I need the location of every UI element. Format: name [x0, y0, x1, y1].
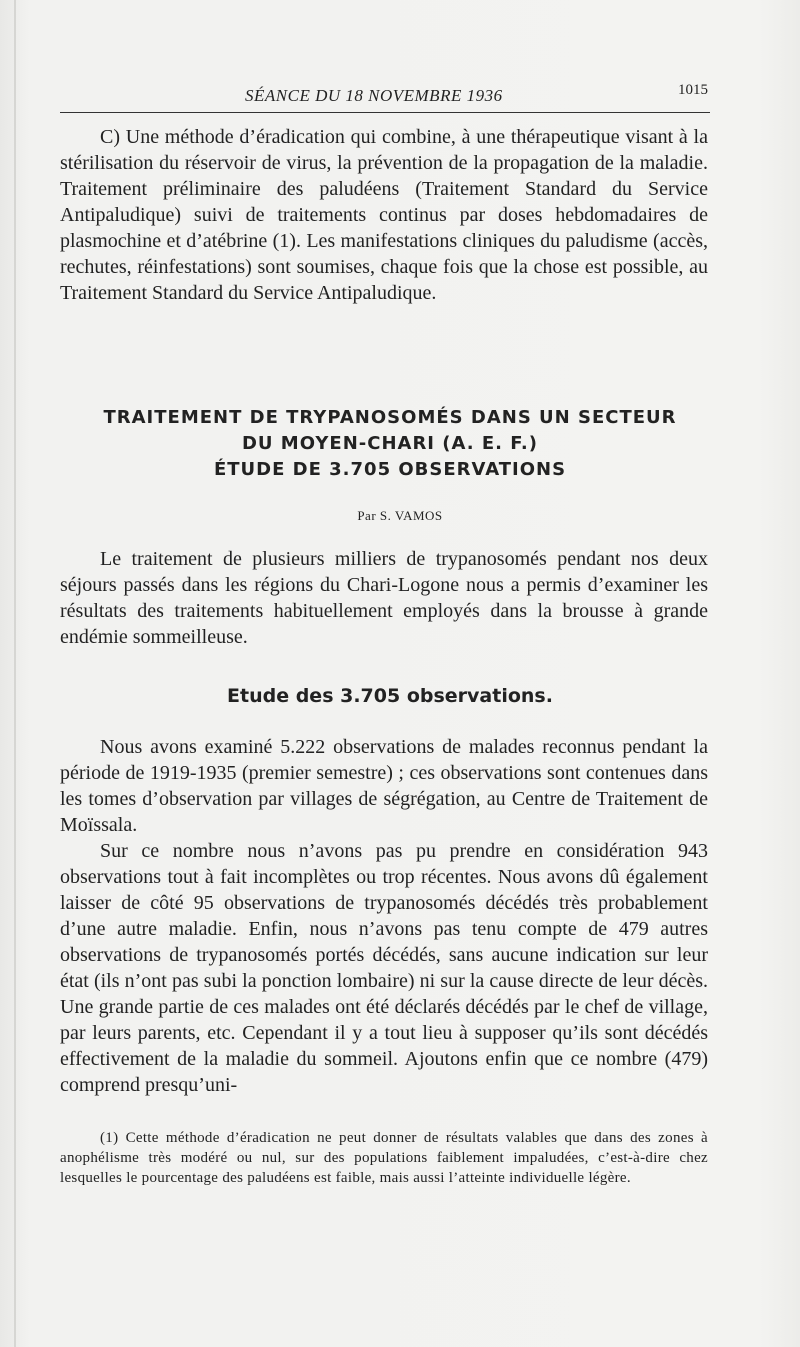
article-title-line-3: ÉTUDE DE 3.705 OBSERVATIONS — [213, 459, 567, 480]
page-number: 1015 — [678, 82, 708, 98]
footnote — [60, 1128, 708, 1188]
section-heading: Etude des 3.705 observations. — [227, 685, 553, 707]
body-paragraph-2-text: Sur ce nombre nous n’avons pas pu prendre en considération 943 observations tout à fait incomplètes ou trop récentes. Nous avons dû également laisser de côté 95 observations de trypanosomés décédés très probablement d’une autre maladie. Enfin, nous n’avons pas tenu compte de 479 autres observations de trypanosomés portés décédés, sans aucune indication sur leur état (ils n’ont pas subi la ponction lombaire) ni sur la cause directe de leur décès. Une grande partie de ces malades ont été déclarés décédés par le chef de village, par leurs parents, etc. Cependant il y a tout lieu à supposer qu’ils sont décédés effectivement de la maladie du sommeil. Ajoutons enfin que ce nombre (479) comprend presqu’uni- — [60, 840, 708, 1096]
page-header — [60, 82, 710, 113]
article-title-line-1: TRAITEMENT DE TRYPANOSOMÉS DANS UN SECTEUR — [103, 407, 677, 428]
body-paragraph-2 — [60, 838, 708, 1098]
paragraph-c-text: C) Une méthode d’éradication qui combine, à une thérapeutique visant à la stérilisation du réservoir de virus, la prévention de la propagation de la maladie. Traitement préliminaire des paludéens (Traitement Standard du Service Antipaludique) suivi de traitements continus par doses hebdomadaires de plasmochine et d’atébrine (1). Les manifestations cliniques du paludisme (accès, rechutes, réinfestations) sont soumises, chaque fois que la chose est possible, au Traitement Standard du Service Antipaludique. — [60, 126, 708, 304]
footnote-text: (1) Cette méthode d’éradication ne peut donner de résultats valables que dans des zones à anophélisme très modéré ou nul, sur des populations faiblement impaludées, c’est-à-dire chez lesquelles le pourcentage des paludéens est faible, mais aussi l’atteinte individuelle légère. — [60, 1130, 708, 1186]
article-title-line-2: DU MOYEN-CHARI (A. E. F.) — [241, 433, 538, 454]
article-intro-text: Le traitement de plusieurs milliers de trypanosomés pendant nos deux séjours passés dans les régions du Chari-Logone nous a permis d’examiner les résultats des traitements habituellement employés dans la brousse à grande endémie sommeilleuse. — [60, 548, 708, 648]
body-paragraph-1-text: Nous avons examiné 5.222 observations de malades reconnus pendant la période de 1919-1935 (premier semestre) ; ces observations sont contenues dans les tomes d’observation par villages de ségrégation, au Centre de Traitement de Moïssala. — [60, 736, 708, 836]
article-title — [80, 405, 700, 483]
paragraph-c — [60, 124, 708, 306]
running-title: SÉANCE DU 18 NOVEMBRE 1936 — [245, 86, 503, 105]
page-spine-shadow — [14, 0, 16, 1347]
article-intro — [60, 546, 708, 650]
body-paragraph-1 — [60, 734, 708, 838]
article-author: Par S. VAMOS — [357, 508, 443, 523]
